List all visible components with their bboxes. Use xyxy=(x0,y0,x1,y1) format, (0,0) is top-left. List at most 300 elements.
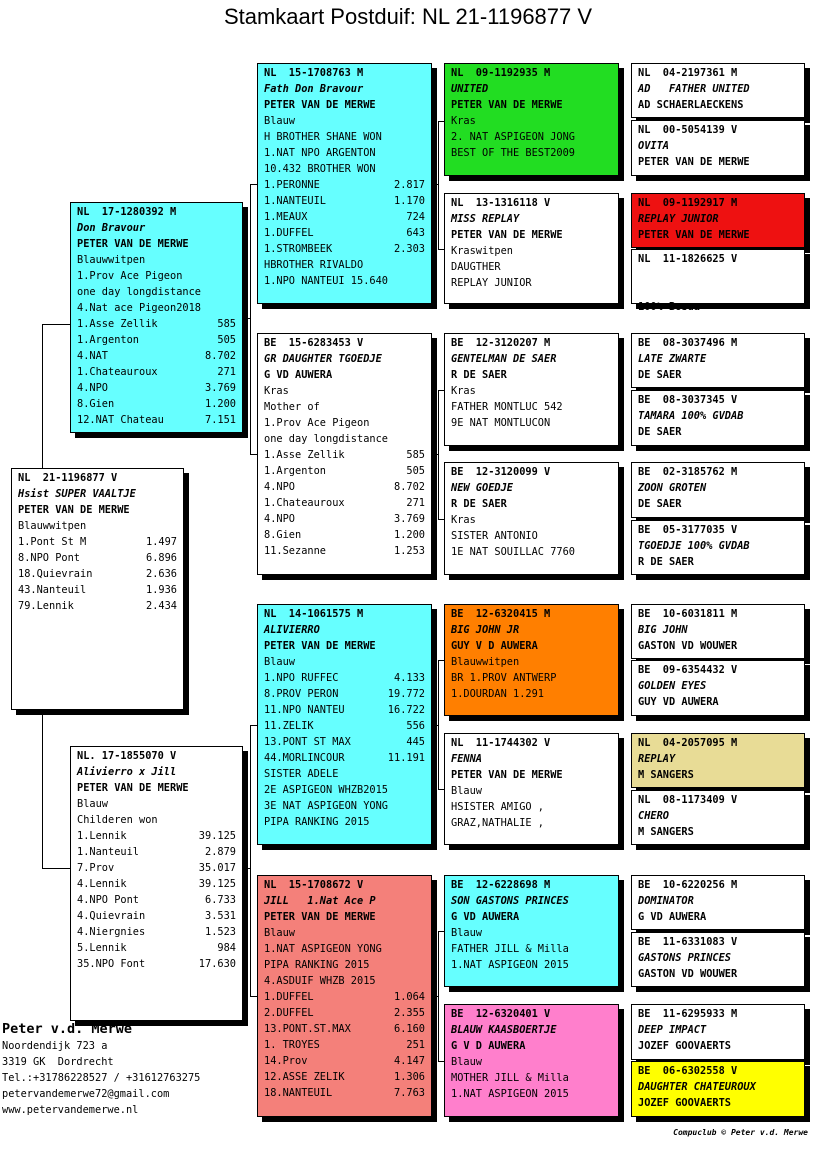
pigeon-owner: PETER VAN DE MERWE xyxy=(451,229,563,241)
ring-number: BE 10-6220256 M xyxy=(638,879,738,891)
result-label: Blauw xyxy=(451,927,482,939)
breeder-address: Noordendijk 723 a xyxy=(2,1040,108,1052)
result-row xyxy=(451,670,612,686)
result-label: 1.PERONNE xyxy=(264,179,320,191)
result-row xyxy=(77,924,236,940)
pigeon-name: Fath Don Bravour xyxy=(264,83,364,95)
result-value: 16.722 xyxy=(387,704,425,716)
connector-line xyxy=(432,725,438,726)
ring-number: BE 05-3177035 V xyxy=(638,524,738,536)
result-value: 1.497 xyxy=(146,536,177,548)
connector-line xyxy=(438,390,444,391)
pigeon-card-g9 xyxy=(631,604,805,659)
result-value: 7.763 xyxy=(394,1087,425,1099)
result-row xyxy=(77,268,236,284)
result-label: 1.Nanteuil xyxy=(77,846,139,858)
ring-number: BE 12-6320401 V xyxy=(451,1008,551,1020)
connector-line xyxy=(250,454,257,455)
ring-number: BE 12-6320415 M xyxy=(451,608,551,620)
result-value: 1.306 xyxy=(394,1071,425,1083)
result-row xyxy=(18,550,177,566)
result-label: BEST OF THE BEST2009 xyxy=(451,147,575,159)
result-row xyxy=(77,828,236,844)
connector-line xyxy=(438,121,444,122)
pigeon-name: DEEP IMPACT xyxy=(638,1024,707,1036)
pigeon-owner: R DE SAER xyxy=(451,498,507,510)
result-row xyxy=(264,479,425,495)
result-label: 4.NPO xyxy=(77,382,108,394)
result-label: 14.Prov xyxy=(264,1055,308,1067)
result-row xyxy=(264,670,425,686)
result-value: 17.630 xyxy=(198,958,236,970)
result-label: Blauwwitpen xyxy=(77,254,146,266)
result-value: 271 xyxy=(406,497,425,509)
result-label: 1.STROMBEEK xyxy=(264,243,333,255)
result-label: 4.Nat ace Pigeon2018 xyxy=(77,302,201,314)
pigeon-card-fff xyxy=(444,63,619,176)
result-value: 1.170 xyxy=(394,195,425,207)
result-label: 1.Chateauroux xyxy=(77,366,158,378)
result-label: 18.NANTEUIL xyxy=(264,1087,333,1099)
pigeon-owner: 100% Bosua xyxy=(638,301,700,313)
result-row xyxy=(77,284,236,300)
connector-line xyxy=(438,931,439,1061)
result-label: 1.NAT ASPIGEON 2015 xyxy=(451,959,569,971)
pigeon-card-ffm xyxy=(444,193,619,304)
pigeon-owner: G VD AUWERA xyxy=(264,369,333,381)
result-row xyxy=(264,399,425,415)
result-value: 7.151 xyxy=(205,414,236,426)
ring-number: BE 12-3120099 V xyxy=(451,466,551,478)
result-row xyxy=(264,273,425,289)
result-label: 8.PROV PERON xyxy=(264,688,339,700)
pigeon-name: TAMARA 100% GVDAB xyxy=(638,410,744,422)
result-value: 2.355 xyxy=(394,1007,425,1019)
result-label: 43.Nanteuil xyxy=(18,584,87,596)
connector-line xyxy=(42,324,43,468)
ring-number: NL 15-1708763 M xyxy=(264,67,364,79)
pigeon-card-mff xyxy=(444,604,619,716)
result-label: 4.NPO Pont xyxy=(77,894,139,906)
pigeon-owner: R DE SAER xyxy=(451,369,507,381)
result-row xyxy=(77,812,236,828)
result-label: 4.ASDUIF WHZB 2015 xyxy=(264,975,376,987)
result-row xyxy=(264,463,425,479)
result-label: Kras xyxy=(264,385,289,397)
result-row xyxy=(264,973,425,989)
pigeon-owner: R DE SAER xyxy=(638,556,694,568)
pigeon-name: BLAUW KAASBOERTJE xyxy=(451,1024,557,1036)
pigeon-name: REPLAY JUNIOR xyxy=(638,213,719,225)
result-value: 505 xyxy=(217,334,236,346)
result-row xyxy=(18,582,177,598)
result-label: 1.Prov Ace Pigeon xyxy=(264,417,370,429)
pigeon-owner: DE SAER xyxy=(638,498,682,510)
result-label: 44.MORLINCOUR xyxy=(264,752,345,764)
result-label: Blauwwitpen xyxy=(451,656,520,668)
result-row xyxy=(77,332,236,348)
result-label: one day longdistance xyxy=(77,286,201,298)
connector-line xyxy=(250,996,257,997)
pigeon-name: FENNA xyxy=(451,753,482,765)
result-row xyxy=(264,1069,425,1085)
pigeon-owner: AD SCHAERLAECKENS xyxy=(638,99,744,111)
result-value: 2.879 xyxy=(205,846,236,858)
result-row xyxy=(264,654,425,670)
pigeon-card-father xyxy=(70,202,243,433)
result-label: 7.Prov xyxy=(77,862,115,874)
result-row xyxy=(77,844,236,860)
result-label: Blauw xyxy=(451,1056,482,1068)
result-row xyxy=(264,734,425,750)
result-row xyxy=(264,1005,425,1021)
pigeon-card-g6 xyxy=(631,390,805,446)
result-row xyxy=(451,259,612,275)
result-label: 1.Argenton xyxy=(77,334,139,346)
ring-number: NL 13-1316118 V xyxy=(451,197,551,209)
pigeon-owner: PETER VAN DE MERWE xyxy=(451,99,563,111)
connector-line xyxy=(42,324,70,325)
result-row xyxy=(264,415,425,431)
pigeon-card-mmm xyxy=(444,1004,619,1117)
result-label: 4.Niergnies xyxy=(77,926,146,938)
result-row xyxy=(264,782,425,798)
pigeon-owner: M SANGERS xyxy=(638,826,694,838)
result-label: Blauw xyxy=(264,656,295,668)
pigeon-card-g14 xyxy=(631,932,805,987)
result-row xyxy=(451,957,612,973)
result-row xyxy=(77,380,236,396)
result-label: 1.NANTEUIL xyxy=(264,195,326,207)
ring-number: NL 14-1061575 M xyxy=(264,608,364,620)
result-row xyxy=(18,566,177,582)
pigeon-card-g11 xyxy=(631,733,805,788)
result-label: 4.Quievrain xyxy=(77,910,146,922)
pigeon-card-g8 xyxy=(631,520,805,575)
result-row xyxy=(451,243,612,259)
pigeon-card-g4 xyxy=(631,249,805,313)
pigeon-owner: G VD AUWERA xyxy=(451,911,520,923)
result-row xyxy=(264,177,425,193)
ring-number: NL 09-1192917 M xyxy=(638,197,738,209)
pigeon-card-fmm xyxy=(444,462,619,575)
result-row xyxy=(264,1053,425,1069)
pigeon-card-g2 xyxy=(631,120,805,176)
result-label: PIPA RANKING 2015 xyxy=(264,816,370,828)
result-row xyxy=(77,412,236,428)
result-label: 1.Chateauroux xyxy=(264,497,345,509)
result-label: 3E NAT ASPIGEON YONG xyxy=(264,800,388,812)
result-label: 1.Pont St M xyxy=(18,536,87,548)
result-row xyxy=(77,796,236,812)
pigeon-owner: PETER VAN DE MERWE xyxy=(264,911,376,923)
pigeon-card-mmf xyxy=(444,875,619,987)
result-label: 8.Gien xyxy=(77,398,115,410)
result-label: 11.Sezanne xyxy=(264,545,326,557)
connector-line xyxy=(438,931,444,932)
result-label: 4.Lennik xyxy=(77,878,127,890)
pigeon-card-g7 xyxy=(631,462,805,518)
pigeon-owner: GASTON VD WOUWER xyxy=(638,640,738,652)
result-label: MOTHER JILL & Milla xyxy=(451,1072,569,1084)
result-row xyxy=(264,957,425,973)
result-label: 1.Asse Zellik xyxy=(264,449,345,461)
result-value: 3.769 xyxy=(394,513,425,525)
ring-number: NL 08-1173409 V xyxy=(638,794,738,806)
result-row xyxy=(264,511,425,527)
result-row xyxy=(264,257,425,273)
connector-line xyxy=(250,725,251,996)
pigeon-name: Hsist SUPER VAALTJE xyxy=(18,488,136,500)
pigeon-card-g10 xyxy=(631,660,805,716)
result-label: 1.NPO RUFFEC xyxy=(264,672,339,684)
result-row xyxy=(264,814,425,830)
result-label: BR 1.PROV ANTWERP xyxy=(451,672,557,684)
pigeon-name: CHERO xyxy=(638,810,669,822)
result-label: 11.NPO NANTEU xyxy=(264,704,345,716)
pigeon-card-g12 xyxy=(631,790,805,845)
result-label: Mother of xyxy=(264,401,320,413)
result-row xyxy=(451,783,612,799)
result-row xyxy=(77,940,236,956)
result-value: 445 xyxy=(406,736,425,748)
ring-number: BE 12-6228698 M xyxy=(451,879,551,891)
connector-line xyxy=(438,519,444,520)
result-row xyxy=(451,512,612,528)
result-label: 2.DUFFEL xyxy=(264,1007,314,1019)
result-row xyxy=(264,383,425,399)
result-row xyxy=(264,925,425,941)
pigeon-owner: PETER VAN DE MERWE xyxy=(18,504,130,516)
result-value: 271 xyxy=(217,366,236,378)
pigeon-card-fm xyxy=(257,333,432,575)
result-row xyxy=(77,252,236,268)
connector-line xyxy=(243,868,250,869)
result-row xyxy=(451,383,612,399)
result-label: Blauw xyxy=(77,798,108,810)
result-label: 1.DUFFEL xyxy=(264,227,314,239)
result-label: 1.Lennik xyxy=(77,830,127,842)
result-label: Blauw xyxy=(264,927,295,939)
result-row xyxy=(451,528,612,544)
pigeon-card-g3 xyxy=(631,193,805,248)
result-value: 1.253 xyxy=(394,545,425,557)
pigeon-name: GASTONS PRINCES xyxy=(638,952,731,964)
pigeon-name: JILL 1.Nat Ace P xyxy=(264,895,376,907)
result-value: 8.702 xyxy=(205,350,236,362)
result-value: 556 xyxy=(406,720,425,732)
pigeon-name: TGOEDJE 100% GVDAB xyxy=(638,540,750,552)
pigeon-name: BIG JOHN xyxy=(638,624,688,636)
result-row xyxy=(264,495,425,511)
result-label: 1.Asse Zellik xyxy=(77,318,158,330)
result-label: 1E NAT SOUILLAC 7760 xyxy=(451,546,575,558)
result-row xyxy=(451,1054,612,1070)
result-value: 3.531 xyxy=(205,910,236,922)
result-value: 984 xyxy=(217,942,236,954)
result-value: 6.896 xyxy=(146,552,177,564)
pigeon-owner: PETER VAN DE MERWE xyxy=(264,99,376,111)
ring-number: NL. 17-1855070 V xyxy=(77,750,177,762)
connector-line xyxy=(432,996,438,997)
ring-number: NL 21-1196877 V xyxy=(18,472,118,484)
result-row xyxy=(451,654,612,670)
pigeon-card-g16 xyxy=(631,1061,805,1117)
result-label: Blauwwitpen xyxy=(18,520,87,532)
result-label: SISTER ADELE xyxy=(264,768,339,780)
connector-line xyxy=(432,184,438,185)
result-label: Childeren won xyxy=(77,814,158,826)
result-value: 505 xyxy=(406,465,425,477)
pigeon-name: AD FATHER UNITED xyxy=(638,83,750,95)
result-row xyxy=(264,1085,425,1101)
result-row xyxy=(451,799,612,815)
result-value: 724 xyxy=(406,211,425,223)
result-label: H BROTHER SHANE WON xyxy=(264,131,382,143)
result-label: HSISTER AMIGO , xyxy=(451,801,544,813)
pigeon-card-mfm xyxy=(444,733,619,845)
page-title: Stamkaart Postduif: NL 21-1196877 V xyxy=(223,4,593,29)
breeder-email: petervandemerwe72@gmail.com xyxy=(2,1088,170,1100)
breeder-phone: Tel.:+31786228527 / +31612763275 xyxy=(2,1072,201,1084)
connector-line xyxy=(250,725,257,726)
result-label: 1.NAT ASPIGEON YONG xyxy=(264,943,382,955)
result-row xyxy=(264,1021,425,1037)
pigeon-name: ZOON GROTEN xyxy=(638,482,707,494)
pigeon-owner: PETER VAN DE MERWE xyxy=(638,229,750,241)
pigeon-name: UNITED xyxy=(451,83,489,95)
result-row xyxy=(264,113,425,129)
pigeon-owner: GUY V D AUWERA xyxy=(451,640,538,652)
pigeon-owner: PETER VAN DE MERWE xyxy=(77,782,189,794)
result-value: 1.200 xyxy=(205,398,236,410)
pigeon-card-g15 xyxy=(631,1004,805,1060)
result-value: 2.303 xyxy=(394,243,425,255)
result-value: 6.733 xyxy=(205,894,236,906)
result-label: 12.ASSE ZELIK xyxy=(264,1071,345,1083)
result-row xyxy=(77,956,236,972)
pigeon-card-g13 xyxy=(631,875,805,930)
result-label: Blauw xyxy=(451,785,482,797)
ring-number: BE 09-6354432 V xyxy=(638,664,738,676)
result-row xyxy=(451,145,612,161)
result-label: 1.DUFFEL xyxy=(264,991,314,1003)
ring-number: NL 04-2057095 M xyxy=(638,737,738,749)
result-label: Kraswitpen xyxy=(451,245,513,257)
result-label: 13.PONT.ST.MAX xyxy=(264,1023,351,1035)
result-value: 1.064 xyxy=(394,991,425,1003)
pigeon-card-mother xyxy=(70,746,243,1021)
pigeon-owner: DE SAER xyxy=(638,369,682,381)
result-row xyxy=(451,686,612,702)
result-row xyxy=(451,941,612,957)
ring-number: NL 09-1192935 M xyxy=(451,67,551,79)
result-value: 39.125 xyxy=(198,830,236,842)
result-row xyxy=(264,209,425,225)
pigeon-card-g5 xyxy=(631,333,805,388)
connector-line xyxy=(438,660,439,789)
pigeon-name: Alivierro x Jill xyxy=(77,766,177,778)
ring-number: BE 08-3037345 V xyxy=(638,394,738,406)
pigeon-name: OVITA xyxy=(638,140,669,152)
pigeon-owner: DE SAER xyxy=(638,426,682,438)
pigeon-name xyxy=(638,267,798,283)
pigeon-card-mm xyxy=(257,875,432,1117)
result-value: 1.523 xyxy=(205,926,236,938)
pigeon-name: MISS REPLAY xyxy=(451,213,520,225)
result-row xyxy=(264,161,425,177)
result-value: 643 xyxy=(406,227,425,239)
ring-number: NL 17-1280392 M xyxy=(77,206,177,218)
result-row xyxy=(77,876,236,892)
ring-number: BE 11-6295933 M xyxy=(638,1008,738,1020)
ring-number: NL 15-1708672 V xyxy=(264,879,364,891)
result-value: 585 xyxy=(406,449,425,461)
result-row xyxy=(264,766,425,782)
result-row xyxy=(264,941,425,957)
pigeon-name: DAUGHTER CHATEUROUX xyxy=(638,1081,756,1093)
result-row xyxy=(77,364,236,380)
result-label: Blauw xyxy=(264,115,295,127)
pigeon-owner: M SANGERS xyxy=(638,769,694,781)
result-label: 2E ASPIGEON WHZB2015 xyxy=(264,784,388,796)
result-row xyxy=(451,925,612,941)
pigeon-name: DOMINATOR xyxy=(638,895,694,907)
pigeon-owner: GUY VD AUWERA xyxy=(638,696,719,708)
result-row xyxy=(451,129,612,145)
result-value: 4.147 xyxy=(394,1055,425,1067)
result-row xyxy=(264,543,425,559)
pigeon-owner: G VD AUWERA xyxy=(638,911,707,923)
result-label: 4.NPO xyxy=(264,481,295,493)
connector-line xyxy=(438,789,444,790)
result-value: 251 xyxy=(406,1039,425,1051)
result-label: FATHER JILL & Milla xyxy=(451,943,569,955)
result-row xyxy=(264,447,425,463)
connector-line xyxy=(250,184,251,454)
result-label: 1.Prov Ace Pigeon xyxy=(77,270,183,282)
connector-line xyxy=(438,390,439,519)
result-value: 3.769 xyxy=(205,382,236,394)
result-value: 11.191 xyxy=(387,752,425,764)
connector-line xyxy=(438,1061,444,1062)
result-value: 2.434 xyxy=(146,600,177,612)
pigeon-card-mf xyxy=(257,604,432,845)
connector-line xyxy=(42,710,43,868)
ring-number: NL 11-1826625 V xyxy=(638,253,738,265)
connector-line xyxy=(432,454,438,455)
result-label: 35.NPO Font xyxy=(77,958,146,970)
pigeon-card-subject xyxy=(11,468,184,710)
connector-line xyxy=(42,868,70,869)
result-label: 13.PONT ST MAX xyxy=(264,736,351,748)
connector-line xyxy=(250,184,257,185)
result-label: Kras xyxy=(451,514,476,526)
result-value: 19.772 xyxy=(387,688,425,700)
ring-number: NL 11-1744302 V xyxy=(451,737,551,749)
breeder-city: 3319 GK Dordrecht xyxy=(2,1056,114,1068)
connector-line xyxy=(438,121,439,249)
connector-line xyxy=(438,249,444,250)
result-row xyxy=(264,431,425,447)
breeder-website: www.petervandemerwe.nl xyxy=(2,1104,139,1116)
result-row xyxy=(264,989,425,1005)
result-label: 11.ZELIK xyxy=(264,720,314,732)
spacer-row xyxy=(638,283,798,299)
ring-number: BE 06-6302558 V xyxy=(638,1065,738,1077)
pigeon-name: ALIVIERRO xyxy=(264,624,320,636)
result-label: one day longdistance xyxy=(264,433,388,445)
